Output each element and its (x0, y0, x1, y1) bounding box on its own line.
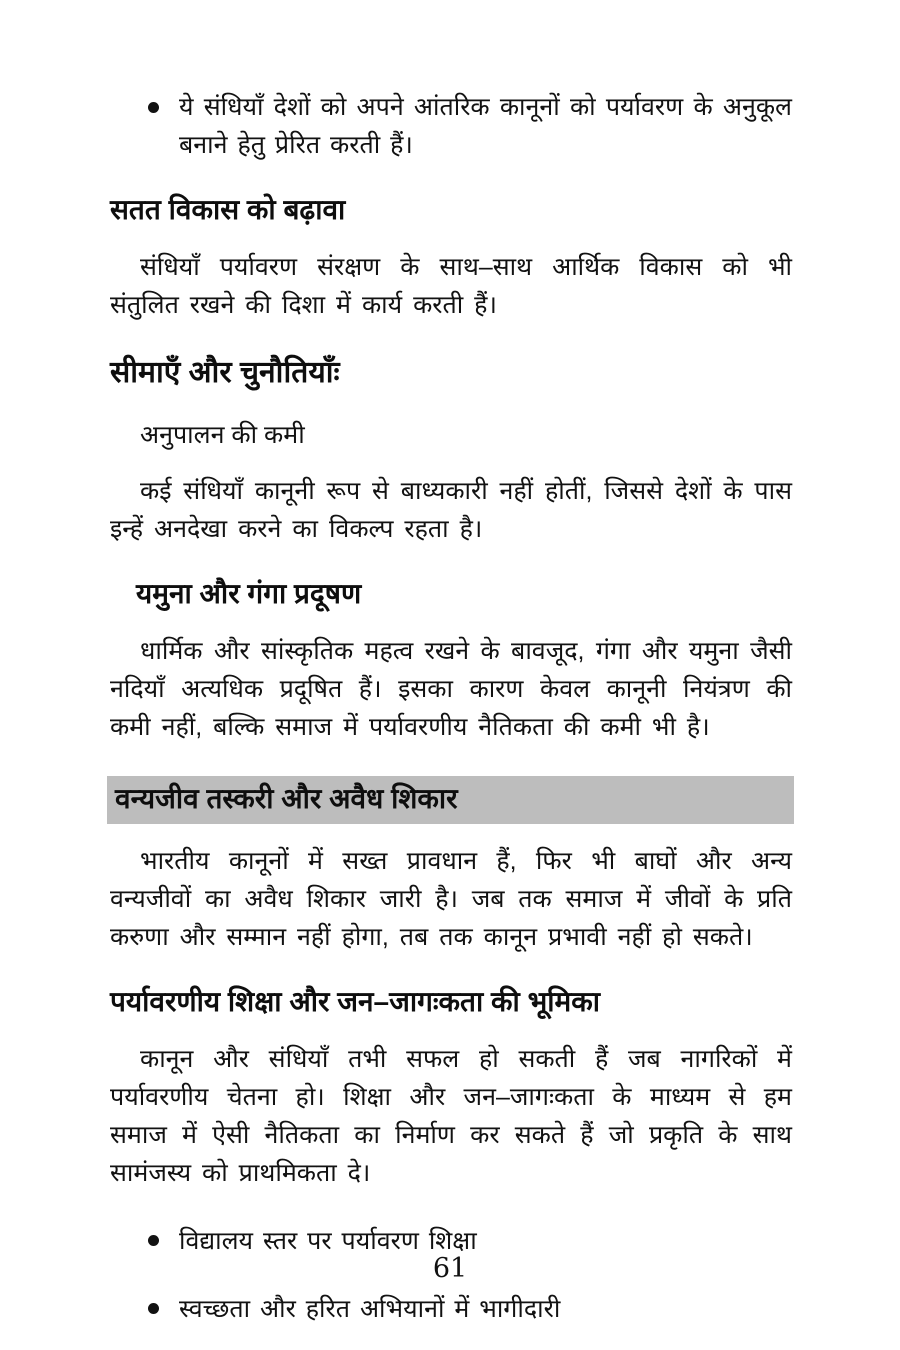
intro-bullet-text: ये संधियाँ देशों को अपने आंतरिक कानूनों को पर्यावरण के अनुकूल बनाने हेतु प्रेरित करती हैं। (179, 93, 792, 159)
page-number: 61 (432, 1253, 468, 1284)
paragraph-wildlife: भारतीय कानूनों में सख्त प्रावधान हैं, फिर भी बाघों और अन्य वन्यजीवों का अवैध शिकार जारी है। जब तक समाज में जीवों के प्रति करुणा और सम्मान नहीं होगा, तब तक कानून प्रभावी नहीं हो सकते। (110, 847, 792, 951)
heading-sustainable-development: सतत विकास को बढ़ावा (110, 194, 346, 225)
paragraph-education: कानून और संधियाँ तभी सफल हो सकती हैं जब नागरिकों में पर्यावरणीय चेतना हो। शिक्षा और जन–जागःकता के माध्यम से हम समाज में ऐसी नैतिकता का निर्माण कर सकते हैं जो प्रकृति के साथ सामंजस्य को प्राथमिकता दे। (110, 1045, 792, 1187)
highlighted-heading-wildlife-trafficking: वन्यजीव तस्करी और अवैध शिकार (107, 776, 794, 824)
education-bullet-text-school: विद्यालय स्तर पर पर्यावरण शिक्षा (179, 1227, 477, 1255)
bullet-icon (148, 102, 159, 113)
paragraph-limitations: कई संधियाँ कानूनी रूप से बाध्यकारी नहीं होतीं, जिससे देशों के पास इन्हें अनदेखा करने का विकल्प रहता है। (110, 477, 792, 543)
heading-limitations-challenges: सीमाएँ और चुनौतियाँः (110, 356, 340, 389)
heading-environmental-education: पर्यावरणीय शिक्षा और जन–जागःकता की भूमिका (110, 986, 601, 1017)
bullet-icon (148, 1235, 159, 1246)
intro-bullet-item (148, 88, 792, 164)
paragraph-yamuna-ganga: धार्मिक और सांस्कृतिक महत्व रखने के बावजूद, गंगा और यमुना जैसी नदियाँ अत्यधिक प्रदूषित हैं। इसका कारण केवल कानूनी नियंत्रण की कमी नहीं, बल्कि समाज में पर्यावरणीय नैतिकता की कमी भी है। (110, 637, 792, 741)
paragraph-sustainable-development: संधियाँ पर्यावरण संरक्षण के साथ–साथ आर्थिक विकास को भी संतुलित रखने की दिशा में कार्य करती हैं। (110, 253, 792, 319)
education-bullet-text-cleanliness: स्वच्छता और हरित अभियानों में भागीदारी (179, 1295, 561, 1323)
education-bullet-item (148, 1290, 792, 1328)
heading-yamuna-ganga-pollution: यमुना और गंगा प्रदूषण (136, 578, 362, 609)
subtopic-compliance-gap: अनुपालन की कमी (140, 421, 305, 449)
bullet-icon (148, 1303, 159, 1314)
